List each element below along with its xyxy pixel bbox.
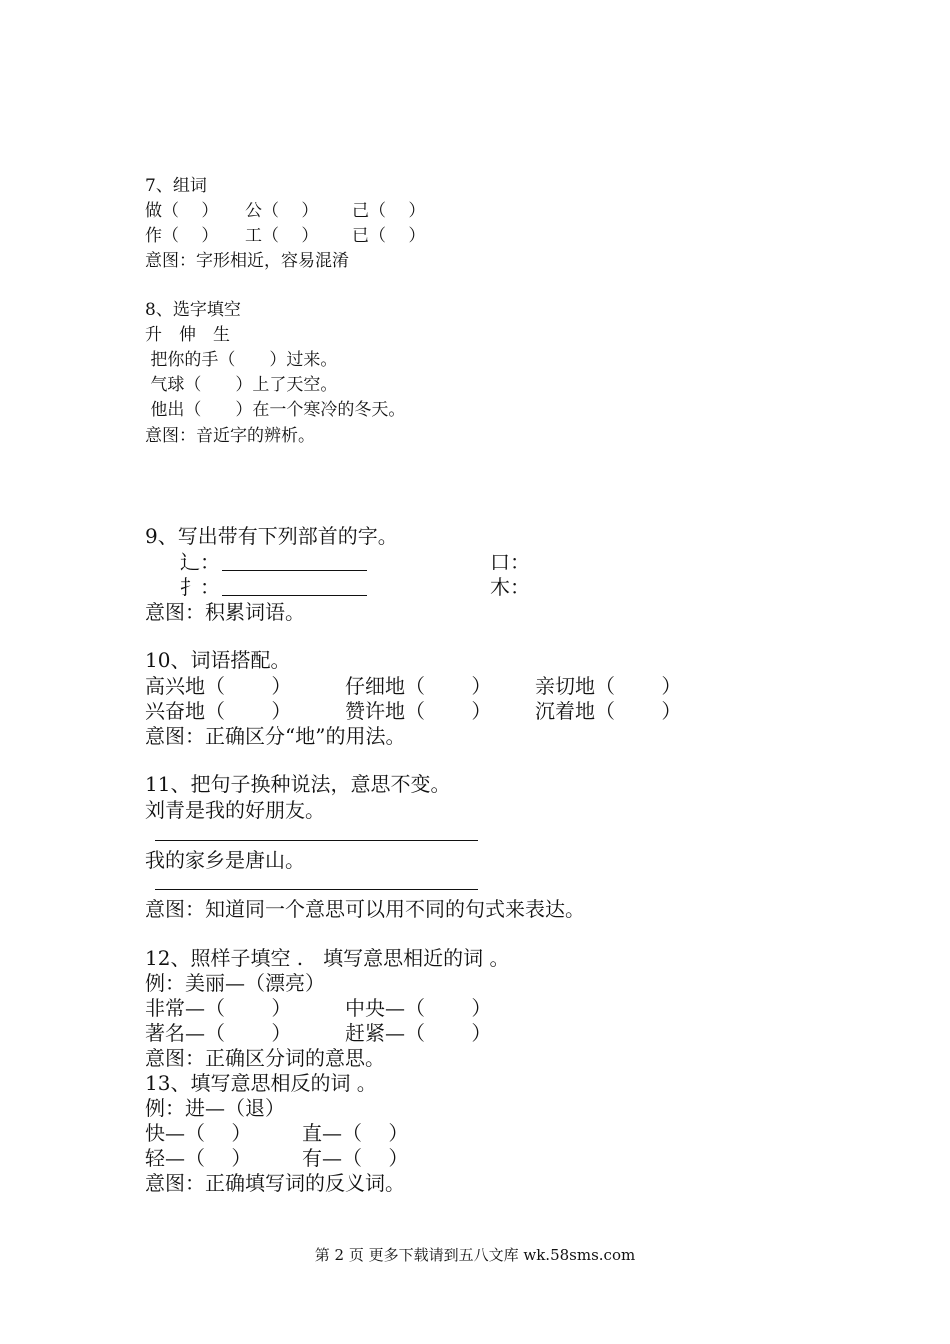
q12-title: 12、照样子填空 . 填写意思相近的词 。 [145,946,510,970]
q7-intent: 意图：字形相近，容易混淆 [145,251,349,271]
q8-intent: 意图：音近字的辨析。 [145,426,315,446]
q11-title: 11、把句子换种说法，意思不变。 [145,772,451,796]
q7-cell: 作（ ） [145,226,219,246]
q13-example: 例：进—（退） [145,1096,285,1120]
q7-cell: 做（ ） [145,201,219,221]
q7-cell: 公（ ） [245,201,319,221]
q12-cell: 中央—（ ） [345,996,492,1020]
answer-line[interactable] [155,889,478,890]
q13-cell: 快—（ ） [145,1121,252,1145]
q9-intent: 意图：积累词语。 [145,600,305,624]
q10-cell: 仔细地（ ） [345,674,492,698]
q12-example: 例：美丽—（漂亮） [145,971,325,995]
q10-title: 10、词语搭配。 [145,648,291,672]
q13-cell: 直—（ ） [302,1121,409,1145]
q13-intent: 意图：正确填写词的反义词。 [145,1171,405,1195]
q12-intent: 意图：正确区分词的意思。 [145,1046,385,1070]
q8-sentence: 把你的手（ ）过来。 [145,350,338,370]
q9-radical: 辶： [180,550,220,574]
q7-title: 7、组词 [145,176,207,196]
q13-cell: 有—（ ） [302,1146,409,1170]
q13-cell: 轻—（ ） [145,1146,252,1170]
q7-cell: 己（ ） [352,201,426,221]
q8-sentence: 气球（ ）上了天空。 [145,375,338,395]
q10-cell: 沉着地（ ） [535,699,682,723]
answer-line[interactable] [222,570,367,571]
q12-cell: 非常—（ ） [145,996,292,1020]
page-footer: 第 2 页 更多下载请到五八文库 wk.58sms.com [314,1246,636,1264]
q9-radical: 口： [490,550,530,574]
q11-sentence: 我的家乡是唐山。 [145,848,305,872]
q7-cell: 已（ ） [352,226,426,246]
q10-cell: 赞许地（ ） [345,699,492,723]
q13-title: 13、填写意思相反的词 。 [145,1071,377,1095]
q12-cell: 著名—（ ） [145,1021,292,1045]
answer-line[interactable] [155,840,478,841]
q9-radical: 木： [490,575,530,599]
q11-sentence: 刘青是我的好朋友。 [145,798,325,822]
q7-cell: 工（ ） [245,226,319,246]
q8-title: 8、选字填空 [145,300,241,320]
q10-cell: 亲切地（ ） [535,674,682,698]
q12-cell: 赶紧—（ ） [345,1021,492,1045]
q9-radical: 扌： [180,575,220,599]
q10-intent: 意图：正确区分“地”的用法。 [145,724,406,748]
q8-sentence: 他出（ ）在一个寒冷的冬天。 [145,400,406,420]
q10-cell: 高兴地（ ） [145,674,292,698]
q11-intent: 意图：知道同一个意思可以用不同的句式来表达。 [145,897,585,921]
q8-choices: 升 伸 生 [145,325,230,345]
q10-cell: 兴奋地（ ） [145,699,292,723]
answer-line[interactable] [222,595,367,596]
q9-title: 9、写出带有下列部首的字。 [145,524,398,548]
